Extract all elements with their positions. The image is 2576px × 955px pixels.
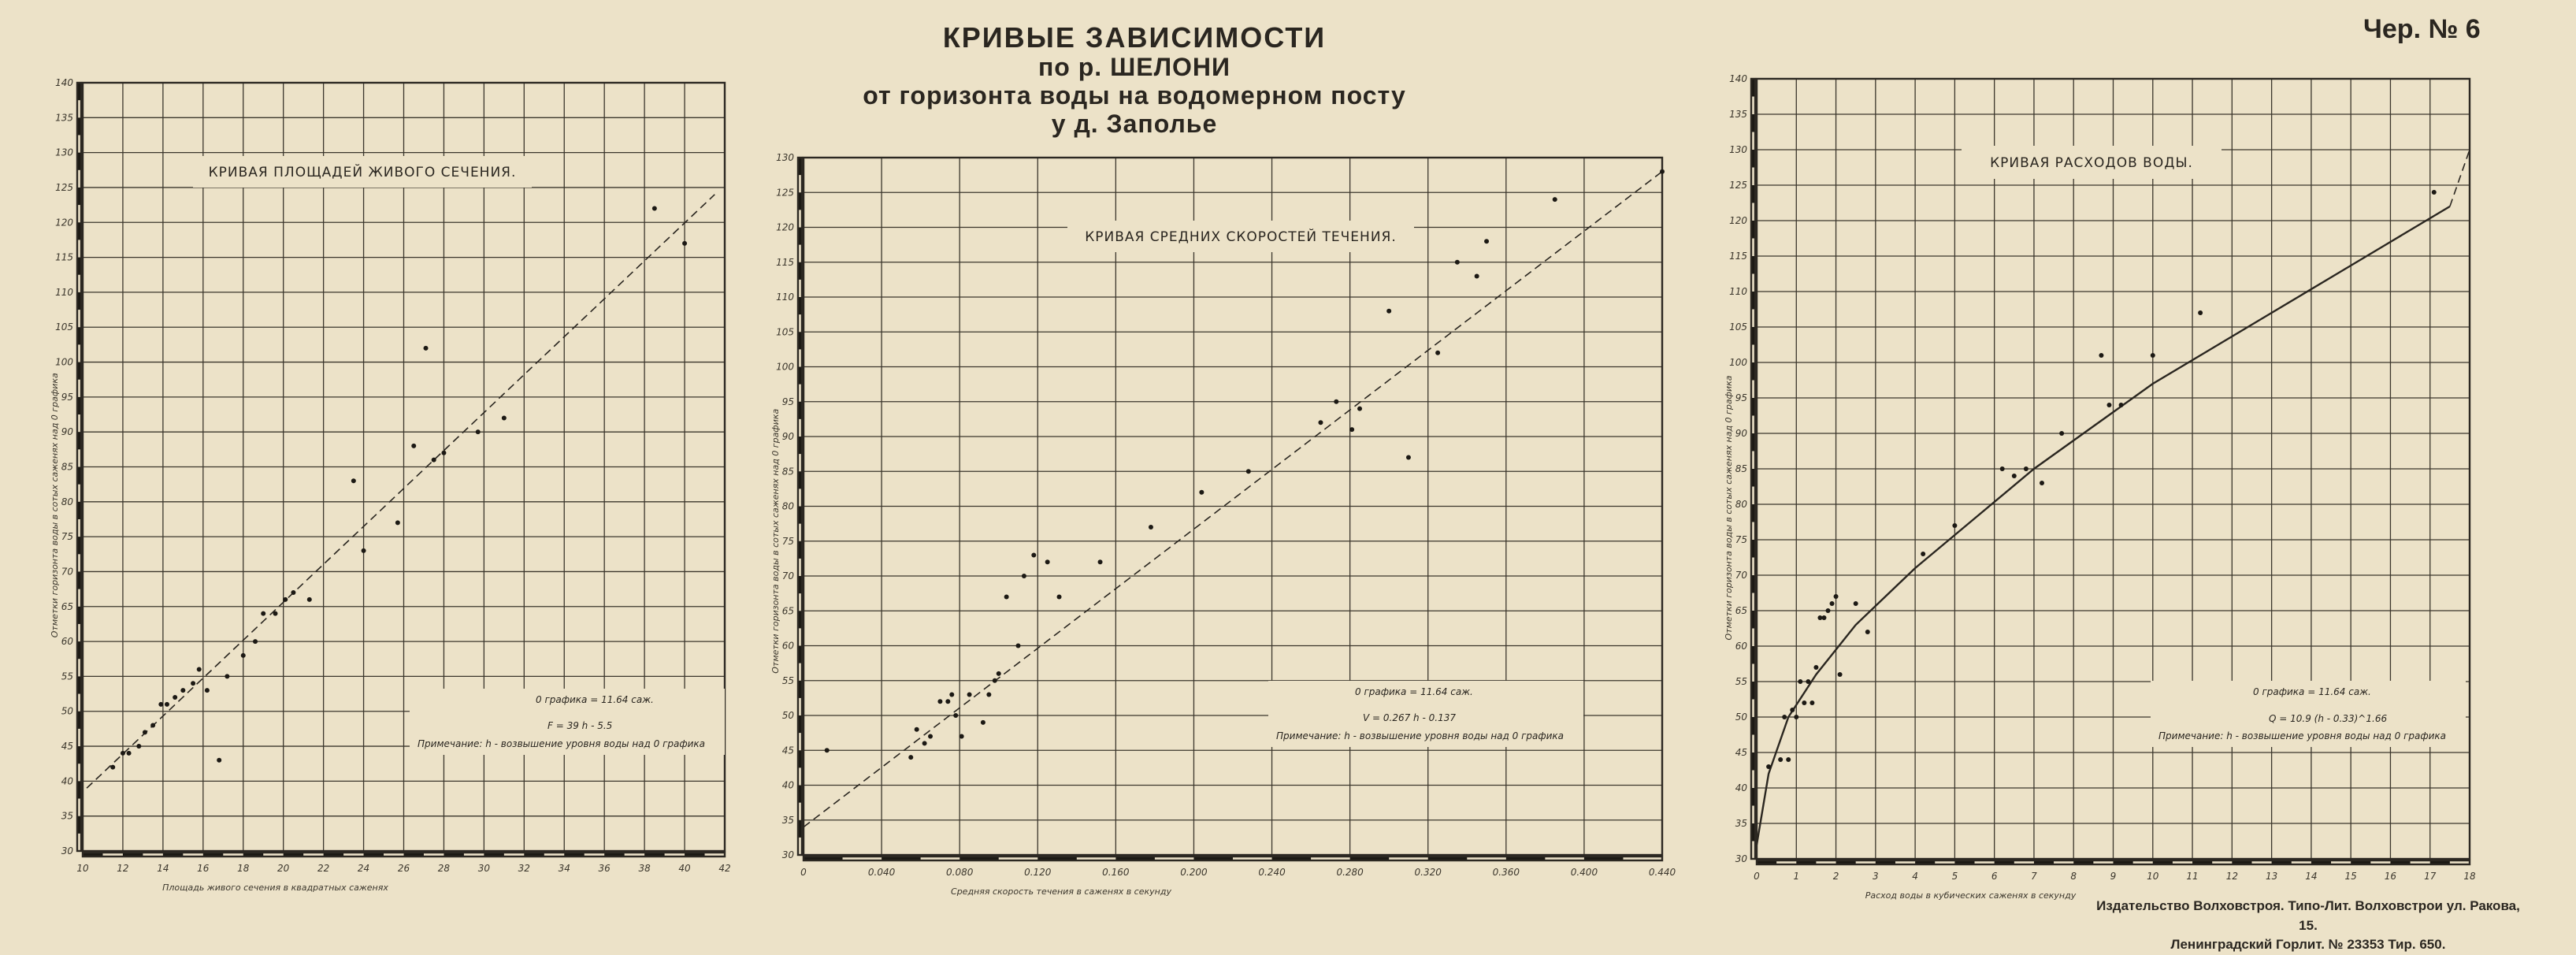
- x-axis-label: Площадь живого сечения в квадратных саженях: [162, 883, 388, 893]
- y-tick-label: 60: [61, 636, 73, 648]
- data-point: [253, 639, 258, 644]
- y-tick-label: 125: [55, 181, 73, 193]
- x-tick-label: 26: [397, 863, 410, 874]
- y-tick-label: 140: [55, 77, 73, 88]
- chart-title: КРИВАЯ РАСХОДОВ ВОДЫ.: [1990, 155, 2193, 171]
- y-tick-label: 75: [1735, 534, 1747, 545]
- x-axis-label: Средняя скорость течения в саженях в секунду: [951, 886, 1171, 897]
- y-tick-label: 75: [61, 531, 73, 543]
- y-tick-label: 30: [781, 849, 794, 860]
- data-point: [1098, 559, 1103, 564]
- y-tick-label: 85: [61, 461, 73, 473]
- data-point: [2106, 403, 2111, 407]
- y-axis-label: Отметки горизонта воды в сотых саженях над 0 графика: [770, 408, 781, 674]
- y-tick-label: 70: [61, 566, 73, 578]
- y-tick-label: 130: [55, 147, 73, 158]
- data-point: [1004, 595, 1009, 600]
- data-point: [928, 734, 933, 739]
- x-tick-label: 38: [638, 863, 651, 874]
- x-tick-label: 18: [237, 863, 250, 874]
- y-tick-label: 55: [781, 674, 794, 686]
- data-point: [1022, 574, 1026, 578]
- y-tick-label: 140: [1729, 73, 1747, 84]
- y-tick-label: 55: [1735, 676, 1747, 687]
- x-tick-label: 34: [558, 863, 570, 874]
- x-tick-label: 0.040: [867, 867, 896, 878]
- data-point: [1334, 399, 1338, 404]
- x-tick-label: 7: [2031, 871, 2037, 882]
- data-point: [1921, 552, 1925, 556]
- y-tick-label: 105: [1729, 321, 1747, 333]
- y-tick-label: 65: [1735, 605, 1747, 616]
- y-tick-label: 70: [781, 570, 794, 582]
- data-point: [173, 695, 177, 700]
- data-point: [2059, 431, 2064, 436]
- x-tick-label: 30: [477, 863, 491, 874]
- chart-title: КРИВАЯ СРЕДНИХ СКОРОСТЕЙ ТЕЧЕНИЯ.: [1085, 229, 1397, 245]
- data-point: [197, 667, 202, 672]
- data-point: [1016, 644, 1021, 648]
- data-point: [121, 751, 125, 756]
- data-point: [205, 688, 210, 693]
- discharge-chart-panel: [1702, 55, 2489, 914]
- data-point: [362, 548, 366, 553]
- x-tick-label: 22: [317, 863, 330, 874]
- data-point: [1766, 764, 1771, 769]
- data-point: [351, 478, 356, 483]
- y-tick-label: 50: [1735, 712, 1747, 723]
- data-point: [158, 702, 163, 707]
- data-point: [476, 429, 481, 434]
- data-point: [1802, 700, 1806, 705]
- y-tick-label: 75: [781, 535, 794, 547]
- y-tick-label: 85: [1735, 463, 1747, 474]
- x-tick-label: 0.280: [1336, 867, 1364, 878]
- y-tick-label: 125: [776, 187, 794, 199]
- x-tick-label: 5: [1951, 871, 1958, 882]
- x-tick-label: 16: [197, 863, 210, 874]
- x-tick-label: 13: [2265, 871, 2278, 882]
- data-point: [2198, 310, 2203, 315]
- data-point: [682, 241, 687, 246]
- y-tick-label: 105: [55, 321, 73, 333]
- data-point: [1246, 469, 1251, 474]
- data-point: [225, 674, 229, 678]
- zero-mark-note: 0 графика = 11.64 саж.: [2253, 686, 2371, 697]
- data-point: [1475, 273, 1479, 278]
- data-point: [1553, 197, 1557, 202]
- y-tick-label: 95: [781, 396, 794, 407]
- y-tick-label: 105: [776, 326, 794, 338]
- y-tick-label: 60: [1735, 641, 1747, 652]
- data-point: [825, 748, 830, 752]
- y-tick-label: 100: [776, 361, 794, 373]
- data-point: [1484, 239, 1489, 243]
- area-chart-panel: [47, 63, 756, 914]
- y-tick-label: 115: [55, 251, 73, 263]
- data-point: [937, 699, 942, 704]
- data-point: [1798, 679, 1802, 684]
- y-tick-label: 50: [61, 705, 73, 717]
- data-point: [1865, 630, 1870, 634]
- x-tick-label: 0.440: [1648, 867, 1676, 878]
- y-tick-label: 65: [61, 600, 73, 612]
- data-point: [1778, 757, 1783, 762]
- data-point: [915, 727, 919, 732]
- data-point: [261, 611, 265, 616]
- y-tick-label: 100: [55, 356, 73, 368]
- data-point: [922, 741, 927, 745]
- data-point: [981, 720, 985, 725]
- data-point: [1790, 708, 1795, 712]
- x-tick-label: 24: [357, 863, 370, 874]
- data-point: [953, 713, 958, 718]
- y-tick-label: 85: [781, 466, 794, 478]
- x-tick-label: 14: [157, 863, 169, 874]
- data-point: [945, 699, 950, 704]
- data-point: [291, 590, 295, 595]
- data-point: [411, 444, 416, 448]
- sheet-number: Чер. № 6: [2363, 14, 2481, 44]
- data-point: [997, 671, 1001, 676]
- data-point: [1806, 679, 1810, 684]
- x-tick-label: 42: [718, 863, 731, 874]
- y-tick-label: 110: [776, 292, 794, 303]
- data-point: [1810, 700, 1814, 705]
- data-point: [960, 734, 964, 739]
- data-point: [2024, 466, 2029, 471]
- x-tick-label: 2: [1832, 871, 1839, 882]
- data-point: [150, 723, 155, 727]
- y-tick-label: 90: [781, 431, 794, 442]
- x-tick-label: 36: [598, 863, 611, 874]
- data-point: [1782, 715, 1787, 719]
- y-tick-label: 50: [781, 710, 794, 721]
- data-point: [283, 597, 288, 602]
- data-point: [1057, 595, 1062, 600]
- y-tick-label: 70: [1735, 570, 1747, 581]
- data-point: [217, 758, 221, 763]
- data-point: [986, 692, 991, 697]
- y-tick-label: 60: [781, 640, 794, 652]
- data-point: [2119, 403, 2124, 407]
- x-tick-label: 0.200: [1180, 867, 1208, 878]
- x-tick-label: 0.080: [946, 867, 974, 878]
- data-point: [1786, 757, 1791, 762]
- title-line-4: у д. Заполье: [1051, 109, 1218, 138]
- data-point: [2000, 466, 2005, 471]
- y-tick-label: 130: [1729, 144, 1747, 155]
- remark-note: Примечание: h - возвышение уровня воды над 0 графика: [418, 738, 706, 749]
- y-tick-label: 120: [776, 221, 794, 233]
- data-point: [1838, 672, 1843, 677]
- y-tick-label: 80: [1735, 499, 1747, 510]
- y-tick-label: 40: [1735, 782, 1747, 793]
- x-tick-label: 3: [1873, 871, 1879, 882]
- x-tick-label: 0.240: [1258, 867, 1286, 878]
- data-point: [1435, 351, 1440, 355]
- data-point: [165, 702, 169, 707]
- data-point: [307, 597, 312, 602]
- data-point: [191, 681, 195, 686]
- y-tick-label: 35: [781, 814, 794, 826]
- x-tick-label: 8: [2070, 871, 2077, 882]
- data-point: [1455, 260, 1460, 265]
- y-tick-label: 135: [1729, 109, 1747, 120]
- formula: F = 39 h - 5.5: [547, 720, 613, 731]
- x-tick-label: 14: [2305, 871, 2318, 882]
- y-tick-label: 115: [1729, 251, 1747, 262]
- data-point: [1854, 601, 1858, 606]
- title-line-3: от горизонта воды на водомерном посту: [863, 81, 1406, 110]
- data-point: [1660, 169, 1665, 174]
- data-point: [441, 451, 446, 455]
- data-point: [2151, 353, 2155, 358]
- title-line-2: по р. ШЕЛОНИ: [1037, 53, 1231, 82]
- y-tick-label: 95: [61, 391, 73, 403]
- y-axis-label: Отметки горизонта воды в сотых саженях над 0 графика: [1724, 375, 1734, 641]
- x-tick-label: 28: [437, 863, 451, 874]
- data-point: [1031, 552, 1036, 557]
- fit-curve: [1757, 206, 2450, 845]
- data-point: [127, 751, 132, 756]
- y-tick-label: 80: [781, 500, 794, 512]
- x-tick-label: 1: [1793, 871, 1800, 882]
- data-point: [1386, 309, 1391, 314]
- data-point: [993, 678, 997, 683]
- data-point: [1830, 601, 1835, 606]
- data-point: [1349, 427, 1354, 432]
- data-point: [652, 206, 657, 211]
- y-tick-label: 80: [61, 496, 73, 507]
- data-point: [1045, 559, 1050, 564]
- zero-mark-note: 0 графика = 11.64 саж.: [1355, 686, 1473, 697]
- y-tick-label: 120: [1729, 215, 1747, 226]
- x-tick-label: 16: [2384, 871, 2397, 882]
- y-tick-label: 45: [781, 745, 794, 756]
- data-point: [136, 744, 141, 749]
- chart-title: КРИВАЯ ПЛОЩАДЕЙ ЖИВОГО СЕЧЕНИЯ.: [208, 165, 517, 180]
- data-point: [1199, 490, 1204, 495]
- figure-title: [835, 22, 1434, 139]
- data-point: [1821, 615, 1826, 620]
- data-point: [1149, 525, 1153, 530]
- data-point: [2040, 481, 2044, 485]
- data-point: [180, 688, 185, 693]
- data-point: [1813, 665, 1818, 670]
- y-tick-label: 65: [781, 605, 794, 617]
- y-tick-label: 90: [61, 426, 73, 438]
- data-point: [241, 653, 246, 658]
- x-tick-label: 11: [2186, 871, 2199, 882]
- data-point: [110, 765, 115, 770]
- x-tick-label: 18: [2463, 871, 2476, 882]
- y-tick-label: 40: [61, 775, 73, 787]
- x-tick-label: 0.400: [1570, 867, 1598, 878]
- y-tick-label: 45: [61, 741, 73, 752]
- data-point: [1318, 420, 1323, 425]
- x-axis-label: Расход воды в кубических саженях в секунду: [1865, 890, 2077, 901]
- data-point: [1952, 523, 1957, 528]
- grid: [804, 158, 1662, 855]
- x-tick-label: 12: [2225, 871, 2238, 882]
- x-tick-label: 10: [2147, 871, 2159, 882]
- remark-note: Примечание: h - возвышение уровня воды над 0 графика: [1276, 730, 1565, 741]
- y-tick-label: 30: [61, 845, 73, 857]
- y-axis-label: Отметки горизонта воды в сотых саженях над 0 графика: [50, 373, 60, 638]
- y-tick-label: 55: [61, 671, 73, 682]
- data-point: [424, 346, 429, 351]
- x-tick-label: 0: [800, 867, 807, 878]
- x-tick-label: 40: [678, 863, 691, 874]
- x-tick-label: 4: [1912, 871, 1918, 882]
- y-tick-label: 130: [776, 152, 794, 163]
- x-tick-label: 0.320: [1414, 867, 1442, 878]
- y-tick-label: 30: [1735, 853, 1747, 864]
- x-tick-label: 10: [76, 863, 89, 874]
- y-tick-label: 110: [1729, 286, 1747, 297]
- x-tick-label: 12: [117, 863, 129, 874]
- data-point: [949, 692, 954, 697]
- y-tick-label: 125: [1729, 180, 1747, 191]
- y-tick-label: 35: [1735, 818, 1747, 829]
- x-tick-label: 0.160: [1102, 867, 1130, 878]
- y-tick-label: 90: [1735, 428, 1747, 439]
- zero-mark-note: 0 графика = 11.64 саж.: [536, 694, 654, 705]
- data-point: [2099, 353, 2103, 358]
- data-point: [432, 458, 436, 463]
- data-point: [395, 520, 400, 525]
- y-tick-label: 135: [55, 112, 73, 124]
- y-tick-label: 115: [776, 256, 794, 268]
- data-point: [1834, 594, 1839, 599]
- x-tick-label: 20: [277, 863, 290, 874]
- title-line-1: КРИВЫЕ ЗАВИСИМОСТИ: [942, 21, 1327, 54]
- data-point: [143, 730, 147, 734]
- data-point: [1357, 407, 1362, 411]
- remark-note: Примечание: h - возвышение уровня воды над 0 графика: [2158, 730, 2447, 741]
- y-tick-label: 45: [1735, 747, 1747, 758]
- y-tick-label: 95: [1735, 392, 1747, 403]
- data-point: [967, 692, 972, 697]
- x-tick-label: 0.120: [1024, 867, 1052, 878]
- publisher-line: Издательство Волховстроя. Типо-Лит. Волховстрои ул. Ракова, 15.: [2096, 898, 2520, 933]
- curve-extrapolation: [2450, 150, 2470, 206]
- formula: V = 0.267 h - 0.137: [1363, 712, 1456, 723]
- data-point: [1826, 608, 1831, 613]
- x-tick-label: 0: [1754, 871, 1760, 882]
- data-point: [502, 415, 507, 420]
- y-tick-label: 100: [1729, 357, 1747, 368]
- data-point: [273, 611, 278, 616]
- velocity-chart-panel: [756, 126, 1678, 914]
- data-point: [2432, 190, 2437, 195]
- x-tick-label: 9: [2110, 871, 2117, 882]
- x-tick-label: 17: [2424, 871, 2437, 882]
- data-point: [1794, 715, 1798, 719]
- license-line: Ленинградский Горлит. № 23353 Тир. 650.: [2170, 937, 2446, 953]
- x-tick-label: 0.360: [1492, 867, 1520, 878]
- y-tick-label: 35: [61, 810, 73, 822]
- y-tick-label: 40: [781, 779, 794, 791]
- x-tick-label: 32: [518, 863, 530, 874]
- data-point: [908, 755, 913, 760]
- x-tick-label: 15: [2344, 871, 2357, 882]
- x-tick-label: 6: [1991, 871, 1998, 882]
- y-tick-label: 120: [55, 217, 73, 229]
- y-tick-label: 110: [55, 286, 73, 298]
- data-point: [2012, 474, 2017, 478]
- formula: Q = 10.9 (h - 0.33)^1.66: [2269, 713, 2388, 724]
- data-point: [1406, 455, 1411, 460]
